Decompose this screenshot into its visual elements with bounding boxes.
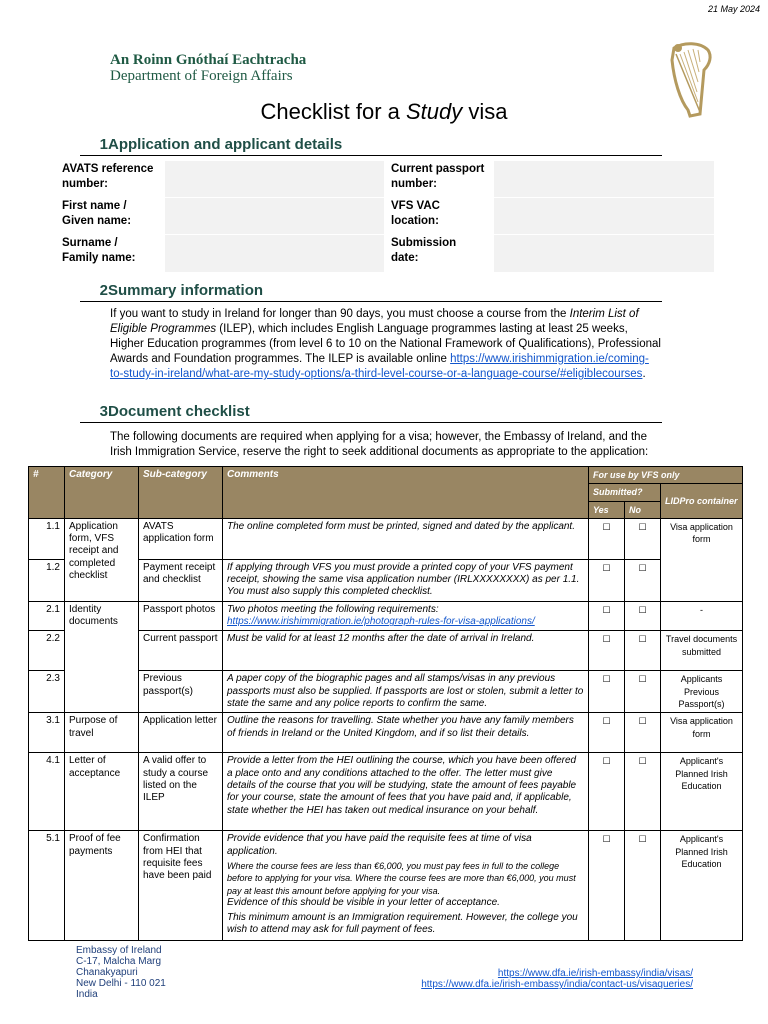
section-1-heading: 1Application and applicant details — [80, 136, 662, 156]
summary-paragraph: If you want to study in Ireland for longer than 90 days, you must choose a course from the Interim List of Eligible Programmes (ILEP), which includes English Language programmes lasting at least 25 weeks, Higher Education programmes (from level 6 to 10 on the National Framework of Qualifications), Professional Awards and Foundation programmes. The ILEP is available online https://www.irishimmigration.ie/coming-to-study-in-ireland/what-are-my-study-options/a-third-level-course-or-a-language-course/#eligiblecourses. — [110, 308, 661, 380]
passport-number-field[interactable] — [494, 161, 714, 197]
table-row: 5.1 Proof of fee payments Confirmation from HEI that requisite fees have been paid Provide evidence that you have paid the requisite fees at time of visa application. Where the course fees are less than €6,000, you must pay fees in full to the college before to applying for your visa. Where the course fees are more than €6,000, you must pay at least this amount before applying for your visa. Evidence of this should be visible in your letter of acceptance. This minimum amount is an Immigration requirement. However, the college you wish to attend may ask for full payment of fees. ☐ ☐ Applicant's Planned Irish Education — [29, 831, 743, 941]
header-lidpro: LIDPro container — [661, 484, 743, 519]
department-logo-text — [110, 52, 306, 84]
yes-checkbox[interactable]: ☐ — [589, 671, 625, 713]
submission-date-label: Submission date: — [391, 237, 457, 264]
submission-date-field[interactable] — [494, 235, 714, 272]
yes-checkbox[interactable]: ☐ — [589, 631, 625, 671]
visa-queries-link[interactable]: https://www.dfa.ie/irish-embassy/india/contact-us/visaqueries/ — [421, 979, 693, 990]
department-name-irish: An Roinn Gnóthaí Eachtracha — [110, 52, 307, 68]
table-row: 1.2 Payment receipt and checklist If applying through VFS you must provide a printed copy of your VFS payment receipt, showing the same visa application number (IRLXXXXXXXX) as per 1.1. You must also supply this completed checklist. ☐ ☐ — [29, 559, 743, 601]
first-name-label: First name / Given name: — [62, 200, 132, 227]
yes-checkbox[interactable]: ☐ — [589, 831, 625, 941]
first-name-field[interactable] — [165, 198, 384, 234]
page-title: Checklist for a Study visa — [260, 99, 508, 124]
section-3-heading: 3Document checklist — [80, 403, 662, 423]
section-2-heading: 2Summary information — [80, 282, 662, 302]
header-number: # — [29, 467, 65, 519]
table-row: 1.1 Application form, VFS receipt and completed checklist AVATS application form The online completed form must be printed, signed and dated by the applicant. ☐ ☐ Visa application form — [29, 518, 743, 559]
header-submitted: Submitted? — [589, 484, 661, 501]
vfs-location-label: VFS VAC location: — [391, 200, 440, 227]
checklist-intro: The following documents are required when applying for a visa; however, the Embassy of Ireland, and the Irish Immigration Service, reserve the right to seek additional documents as appropriate to the application: — [110, 431, 649, 458]
header-no: No — [625, 501, 661, 518]
no-checkbox[interactable]: ☐ — [625, 601, 661, 631]
header-comments: Comments — [223, 467, 589, 519]
yes-checkbox[interactable]: ☐ — [589, 753, 625, 831]
no-checkbox[interactable]: ☐ — [625, 518, 661, 559]
avats-reference-label: AVATS reference number: — [62, 163, 154, 190]
footer-links — [421, 968, 693, 990]
department-name-english: Department of Foreign Affairs — [110, 68, 293, 84]
table-row: 2.1 Identity documents Passport photos Two photos meeting the following requirements: https://www.irishimmigration.ie/photograph-rules-for-visa-applications/ ☐ ☐ - — [29, 601, 743, 631]
no-checkbox[interactable]: ☐ — [625, 559, 661, 601]
no-checkbox[interactable]: ☐ — [625, 831, 661, 941]
header-category: Category — [65, 467, 139, 519]
table-row: 4.1 Letter of acceptance A valid offer to study a course listed on the ILEP Provide a letter from the HEI outlining the course, which you have been offered a place onto and any conditions attached to the offer. The letter must give details of the course that you will be studying, state the amount of fees payable for your course, state the amount of fees that you have paid and, if applicable, state whether the HEI has taken out medical insurance on your behalf. ☐ ☐ Applicant's Planned Irish Education — [29, 753, 743, 831]
no-checkbox[interactable]: ☐ — [625, 631, 661, 671]
table-row: 3.1 Purpose of travel Application letter Outline the reasons for travelling. State whether you have any family members of friends in Ireland or the United Kingdom, and if so list their details. ☐ ☐ Visa application form — [29, 713, 743, 753]
header-vfs-only: For use by VFS only — [589, 467, 743, 484]
surname-label: Surname / Family name: — [62, 237, 136, 264]
yes-checkbox[interactable]: ☐ — [589, 559, 625, 601]
yes-checkbox[interactable]: ☐ — [589, 601, 625, 631]
vfs-location-field[interactable] — [494, 198, 714, 234]
header-subcategory: Sub-category — [139, 467, 223, 519]
ilep-link[interactable]: https://www.irishimmigration.ie/coming-to-study-in-ireland/what-are-my-study-options/a-third-level-course-or-a-language-course/#eligiblecourses — [110, 353, 649, 380]
table-row: 2.2 Current passport Must be valid for at least 12 months after the date of arrival in Ireland. ☐ ☐ Travel documents submitted — [29, 631, 743, 671]
photo-rules-link[interactable]: https://www.irishimmigration.ie/photograph-rules-for-visa-applications/ — [227, 616, 535, 628]
table-row: 2.3 Previous passport(s) A paper copy of the biographic pages and all stamps/visas in any previous passports must also be supplied. If passports are lost or stolen, submit a letter to state the same and any police reports to confirm the same. ☐ ☐ Applicants Previous Passport(s) — [29, 671, 743, 713]
no-checkbox[interactable]: ☐ — [625, 753, 661, 831]
no-checkbox[interactable]: ☐ — [625, 713, 661, 753]
passport-number-label: Current passport number: — [391, 163, 485, 190]
visas-link[interactable]: https://www.dfa.ie/irish-embassy/india/visas/ — [497, 968, 693, 979]
surname-field[interactable] — [165, 235, 384, 272]
document-date: 21 May 2024 — [707, 4, 760, 14]
header-yes: Yes — [589, 501, 625, 518]
yes-checkbox[interactable]: ☐ — [589, 518, 625, 559]
document-checklist-table — [28, 466, 743, 941]
yes-checkbox[interactable]: ☐ — [589, 713, 625, 753]
embassy-address: Embassy of Ireland C-17, Malcha Marg Chanakyapuri New Delhi - 110 021 India — [76, 945, 166, 1000]
avats-reference-field[interactable] — [165, 161, 384, 197]
no-checkbox[interactable]: ☐ — [625, 671, 661, 713]
